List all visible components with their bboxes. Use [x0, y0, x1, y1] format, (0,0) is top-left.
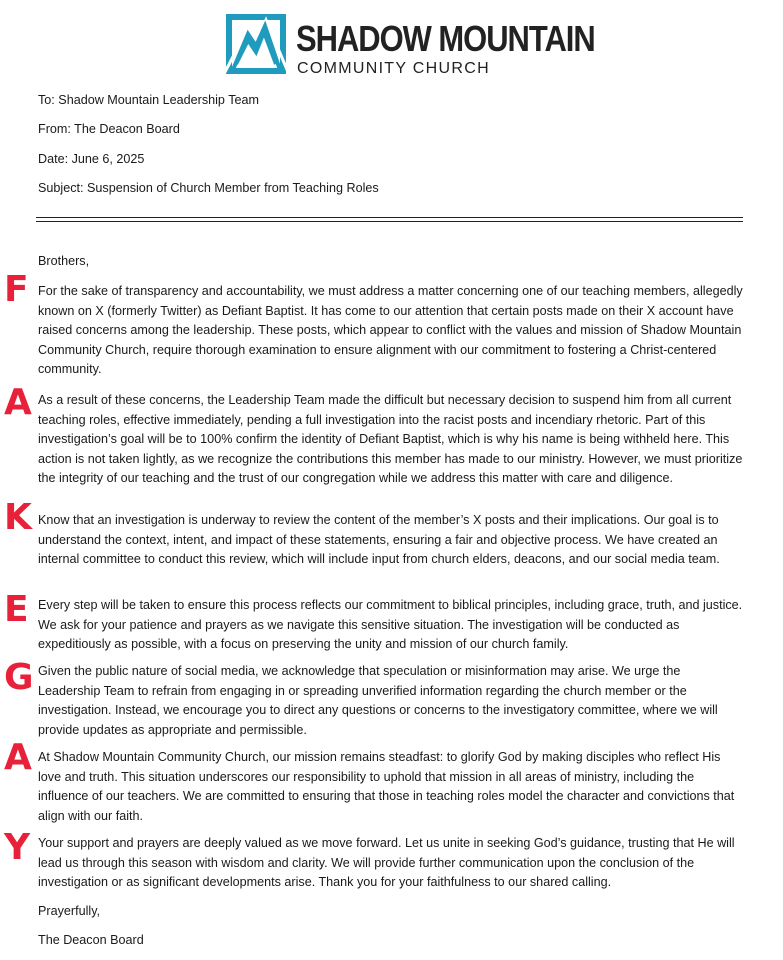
- annotation-letter-a: A: [4, 382, 32, 423]
- paragraph-4: Every step will be taken to ensure this process reflects our commitment to biblical principles, including grace, truth, and justice. We ask for your patience and prayers as we navigate this sensitive situation. The investigation will be conducted as expeditiously as possible, with a focus on preserving the unity and mission of our church family.: [38, 598, 743, 651]
- divider-rule-bottom: [36, 221, 743, 222]
- closing: Prayerfully,: [38, 904, 101, 918]
- salutation: Brothers,: [38, 254, 90, 268]
- paragraph-6: At Shadow Mountain Community Church, our mission remains steadfast: to glorify God by making disciples who reflect His love and truth. This situation underscores our responsibility to uphold that mission in all areas of ministry, including the influence of our teachers. We are committed to ensuring that those in teaching roles model the character and convictions that align with our faith.: [38, 750, 735, 823]
- annotation-letter-e: E: [4, 589, 29, 630]
- divider-rule-top: [36, 217, 743, 218]
- paragraph-2: As a result of these concerns, the Leadership Team made the difficult but necessary decision to suspend him from all current teaching roles, effective immediately, pending a full investigation into the racist posts and incendiary rhetoric. Part of this investigation’s goal will be to 100% confirm the identity of Defiant Baptist, which is why his name is being withheld here. This action is not taken lightly, as we recognize the contributions this member has made to our ministry. However, we must prioritize the integrity of our teaching and the trust of our congregation while we address this matter with care and diligence.: [38, 393, 743, 485]
- brand-name: SHADOW MOUNTAIN: [296, 18, 595, 59]
- annotation-letter-y: Y: [4, 827, 31, 868]
- church-logo: [226, 12, 595, 82]
- memo-from: From: The Deacon Board: [38, 122, 180, 137]
- brand-subtitle: COMMUNITY CHURCH: [297, 60, 490, 77]
- annotation-letter-a-2: A: [4, 737, 32, 778]
- paragraph-3: Know that an investigation is underway to review the content of the member’s X posts and their implications. Our goal is to understand the context, intent, and impact of these statements, ensuring a fair and objective process. We have created an internal committee to conduct this review, which will include input from church elders, deacons, and our social media team.: [38, 513, 720, 566]
- annotation-letter-f: F: [4, 269, 29, 310]
- memo-date: Date: June 6, 2025: [38, 151, 145, 166]
- memo-subject: Subject: Suspension of Church Member from Teaching Roles: [38, 180, 379, 195]
- signature: The Deacon Board: [38, 933, 144, 947]
- mountain-logo-icon: [226, 14, 286, 74]
- annotation-letter-g: G: [4, 657, 34, 698]
- memo-header: [38, 92, 379, 209]
- paragraph-1: For the sake of transparency and accountability, we must address a matter concerning one of our teaching members, allegedly known on X (formerly Twitter) as Defiant Baptist. It has come to our attention that certain posts made on their X account have raised concerns among the leadership. These posts, which appear to conflict with the values and mission of Shadow Mountain Community Church, require thorough examination to ensure alignment with our commitment to fostering a Christ-centered community.: [38, 284, 743, 376]
- annotation-letter-k: K: [4, 497, 32, 538]
- paragraph-7: Your support and prayers are deeply valued as we move forward. Let us unite in seeking God’s guidance, trusting that He will lead us through this season with wisdom and clarity. We will provide further communication upon the conclusion of the investigation or as significant developments arise. Thank you for your faithfulness to our shared calling.: [38, 836, 735, 889]
- memo-to: To: Shadow Mountain Leadership Team: [38, 93, 259, 107]
- paragraph-5: Given the public nature of social media, we acknowledge that speculation or misinformation may arise. We urge the Leadership Team to refrain from engaging in or spreading unverified information regarding the church member or the investigation. Instead, we encourage you to direct any questions or concerns to the investigatory committee, where we will provide updates as appropriate and permissible.: [38, 664, 718, 737]
